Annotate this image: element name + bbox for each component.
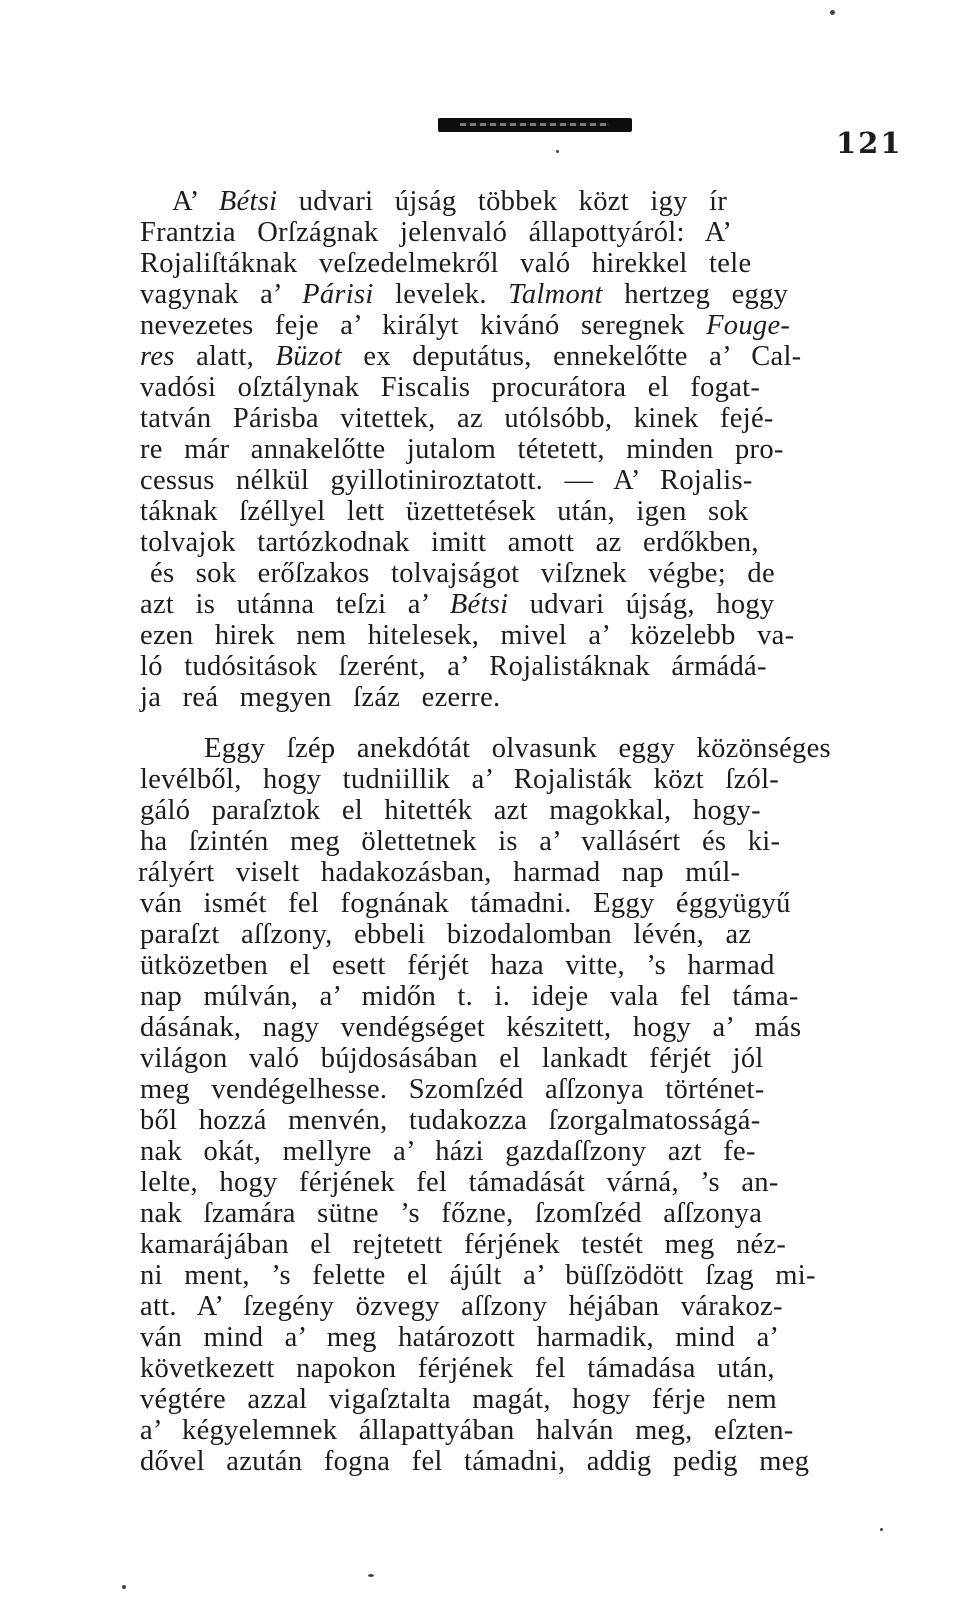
text-line <box>140 681 500 714</box>
text-run: dásának, nagy vendégséget készitett, hogy a’ más <box>140 1012 802 1043</box>
text-run: és sok erőſzakos tolvajságot viſznek végbe; de <box>150 558 775 589</box>
text-line <box>204 732 831 765</box>
text-line <box>140 1073 765 1106</box>
text-run: világon való bújdosásában el lankadt férjét jól <box>140 1043 764 1074</box>
text-run: udvari újság többek közt igy ír <box>277 186 728 217</box>
text-run: cessus nélkül gyillotiniroztatott. — A’ Rojalis- <box>140 465 753 496</box>
text-run: lelte, hogy férjének fel támadását várná, ’s an- <box>140 1167 779 1198</box>
text-run: nak okát, mellyre a’ házi gazdaſſzony azt fe- <box>140 1136 756 1167</box>
text-run: vagynak a’ <box>140 279 303 310</box>
text-line <box>140 1197 762 1230</box>
text-line <box>140 588 774 621</box>
text-line <box>140 949 775 982</box>
text-run: ni ment, ’s felette el ájúlt a’ büſſzödött ſzag mi- <box>140 1260 816 1291</box>
italic-word: Fouge- <box>706 310 791 341</box>
italic-word: Talmont <box>508 279 603 310</box>
text-run: ütközetben el esett férjét haza vitte, ’s harmad <box>140 950 775 981</box>
text-line <box>140 402 774 435</box>
text-line <box>140 1321 779 1354</box>
italic-word: Párisi <box>302 279 374 310</box>
text-line <box>140 1445 809 1478</box>
text-line <box>140 216 732 249</box>
text-line <box>140 1352 775 1385</box>
text-run: ló tudósitások ſzerént, a’ Rojalistáknak ármádá- <box>140 651 767 682</box>
text-line <box>140 1414 794 1447</box>
text-line <box>140 1383 777 1416</box>
text-run: hertzeg eggy <box>602 279 789 310</box>
italic-word: Büzot <box>275 341 342 372</box>
italic-word: Bétsi <box>449 589 509 620</box>
text-run: ja reá megyen ſzáz ezerre. <box>140 682 501 713</box>
text-run: nevezetes feje a’ királyt kivánó seregnek <box>140 310 707 341</box>
text-run: azt is utánna teſzi a’ <box>140 589 450 620</box>
text-run: végtére azzal vigaſztalta magát, hogy férje nem <box>140 1384 777 1415</box>
text-run: tatván Párisba vitettek, az utólsóbb, kinek fejé- <box>140 403 774 434</box>
ink-speck <box>880 1528 883 1531</box>
text-run: udvari újság, hogy <box>508 589 775 620</box>
text-run: levelek. <box>373 279 509 310</box>
text-line <box>140 1011 801 1044</box>
text-line <box>140 1259 816 1292</box>
text-line <box>140 763 779 796</box>
text-run: nak ſzamára sütne ’s főzne, ſzomſzéd aſſzonya <box>140 1198 763 1229</box>
text-line <box>140 1135 756 1168</box>
italic-word: Bétsi <box>218 186 278 217</box>
text-line <box>140 371 760 404</box>
text-line <box>140 1042 764 1075</box>
text-line <box>140 619 794 652</box>
text-line <box>140 1166 779 1199</box>
text-line <box>140 1290 783 1323</box>
text-run: A’ <box>172 186 219 217</box>
text-line <box>172 185 727 218</box>
ink-speck <box>830 10 835 15</box>
text-run: rályért viselt hadakozásban, harmad nap múl- <box>138 857 741 888</box>
text-line <box>140 980 799 1013</box>
text-run: att. A’ ſzegény özvegy aſſzony héjában várakoz- <box>140 1291 783 1322</box>
page-number: 121 <box>836 126 903 160</box>
text-run: meg vendégelhesse. Szomſzéd aſſzonya történet- <box>140 1074 765 1105</box>
italic-word: res <box>140 341 175 372</box>
text-run: kamarájában el rejtetett férjének testét meg néz- <box>140 1229 787 1260</box>
text-run: ha ſzintén meg ölettetnek is a’ vallásért és ki- <box>140 826 781 857</box>
text-run: következett napokon férjének fel támadása után, <box>140 1353 775 1384</box>
text-run: ex deputátus, ennekelőtte a’ Cal- <box>341 341 802 372</box>
text-run: Rojaliſtáknak veſzedelmekről való hirekkel tele <box>140 248 752 279</box>
text-line <box>140 1104 761 1137</box>
header-rule <box>438 118 632 132</box>
text-run: alatt, <box>174 341 276 372</box>
text-line <box>140 887 791 920</box>
text-run: a’ kégyelemnek állapattyában halván meg, eſzten- <box>140 1415 794 1446</box>
text-line <box>140 433 784 466</box>
text-run: vadósi oſztálynak Fiscalis procurátora el fogat- <box>140 372 761 403</box>
text-line <box>140 1228 786 1261</box>
text-line <box>140 918 751 951</box>
text-run: levélből, hogy tudniillik a’ Rojalisták közt ſzól- <box>140 764 780 795</box>
text-run: Eggy ſzép anekdótát olvasunk eggy közönséges <box>204 733 831 764</box>
text-line <box>140 495 749 528</box>
text-run: gáló paraſztok el hitették azt magokkal, hogy- <box>140 795 761 826</box>
text-line <box>140 278 788 311</box>
text-line <box>150 557 775 590</box>
ink-speck <box>122 1585 126 1589</box>
text-run: ből hozzá menvén, tudakozza ſzorgalmatosságá- <box>140 1105 761 1136</box>
ink-speck <box>556 150 559 153</box>
text-line <box>140 794 761 827</box>
text-run: táknak ſzéllyel lett üzettetések után, igen sok <box>140 496 749 527</box>
text-line <box>138 856 740 889</box>
text-run: nap múlván, a’ midőn t. i. ideje vala fel táma- <box>140 981 799 1012</box>
text-run: tolvajok tartózkodnak imitt amott az erdőkben, <box>140 527 759 558</box>
text-line <box>140 526 759 559</box>
text-run: Frantzia Orſzágnak jelenvaló állapottyáról: A’ <box>140 217 733 248</box>
text-line <box>140 650 767 683</box>
text-run: re már annakelőtte jutalom tétetett, minden pro- <box>140 434 784 465</box>
text-line <box>140 309 790 342</box>
text-run: ván ismét fel fognának támadni. Eggy éggyügyű <box>140 888 791 919</box>
text-line <box>140 825 780 858</box>
text-run: ezen hirek nem hitelesek, mivel a’ közelebb va- <box>140 620 795 651</box>
text-run: ván mind a’ meg határozott harmadik, mind a’ <box>140 1322 780 1353</box>
text-run: paraſzt aſſzony, ebbeli bizodalomban lévén, az <box>140 919 752 950</box>
text-line <box>140 340 801 373</box>
text-run: dővel azután fogna fel támadni, addig pedig meg <box>140 1446 810 1477</box>
text-line <box>140 464 753 497</box>
text-line <box>140 247 751 280</box>
ink-speck <box>368 1574 374 1577</box>
